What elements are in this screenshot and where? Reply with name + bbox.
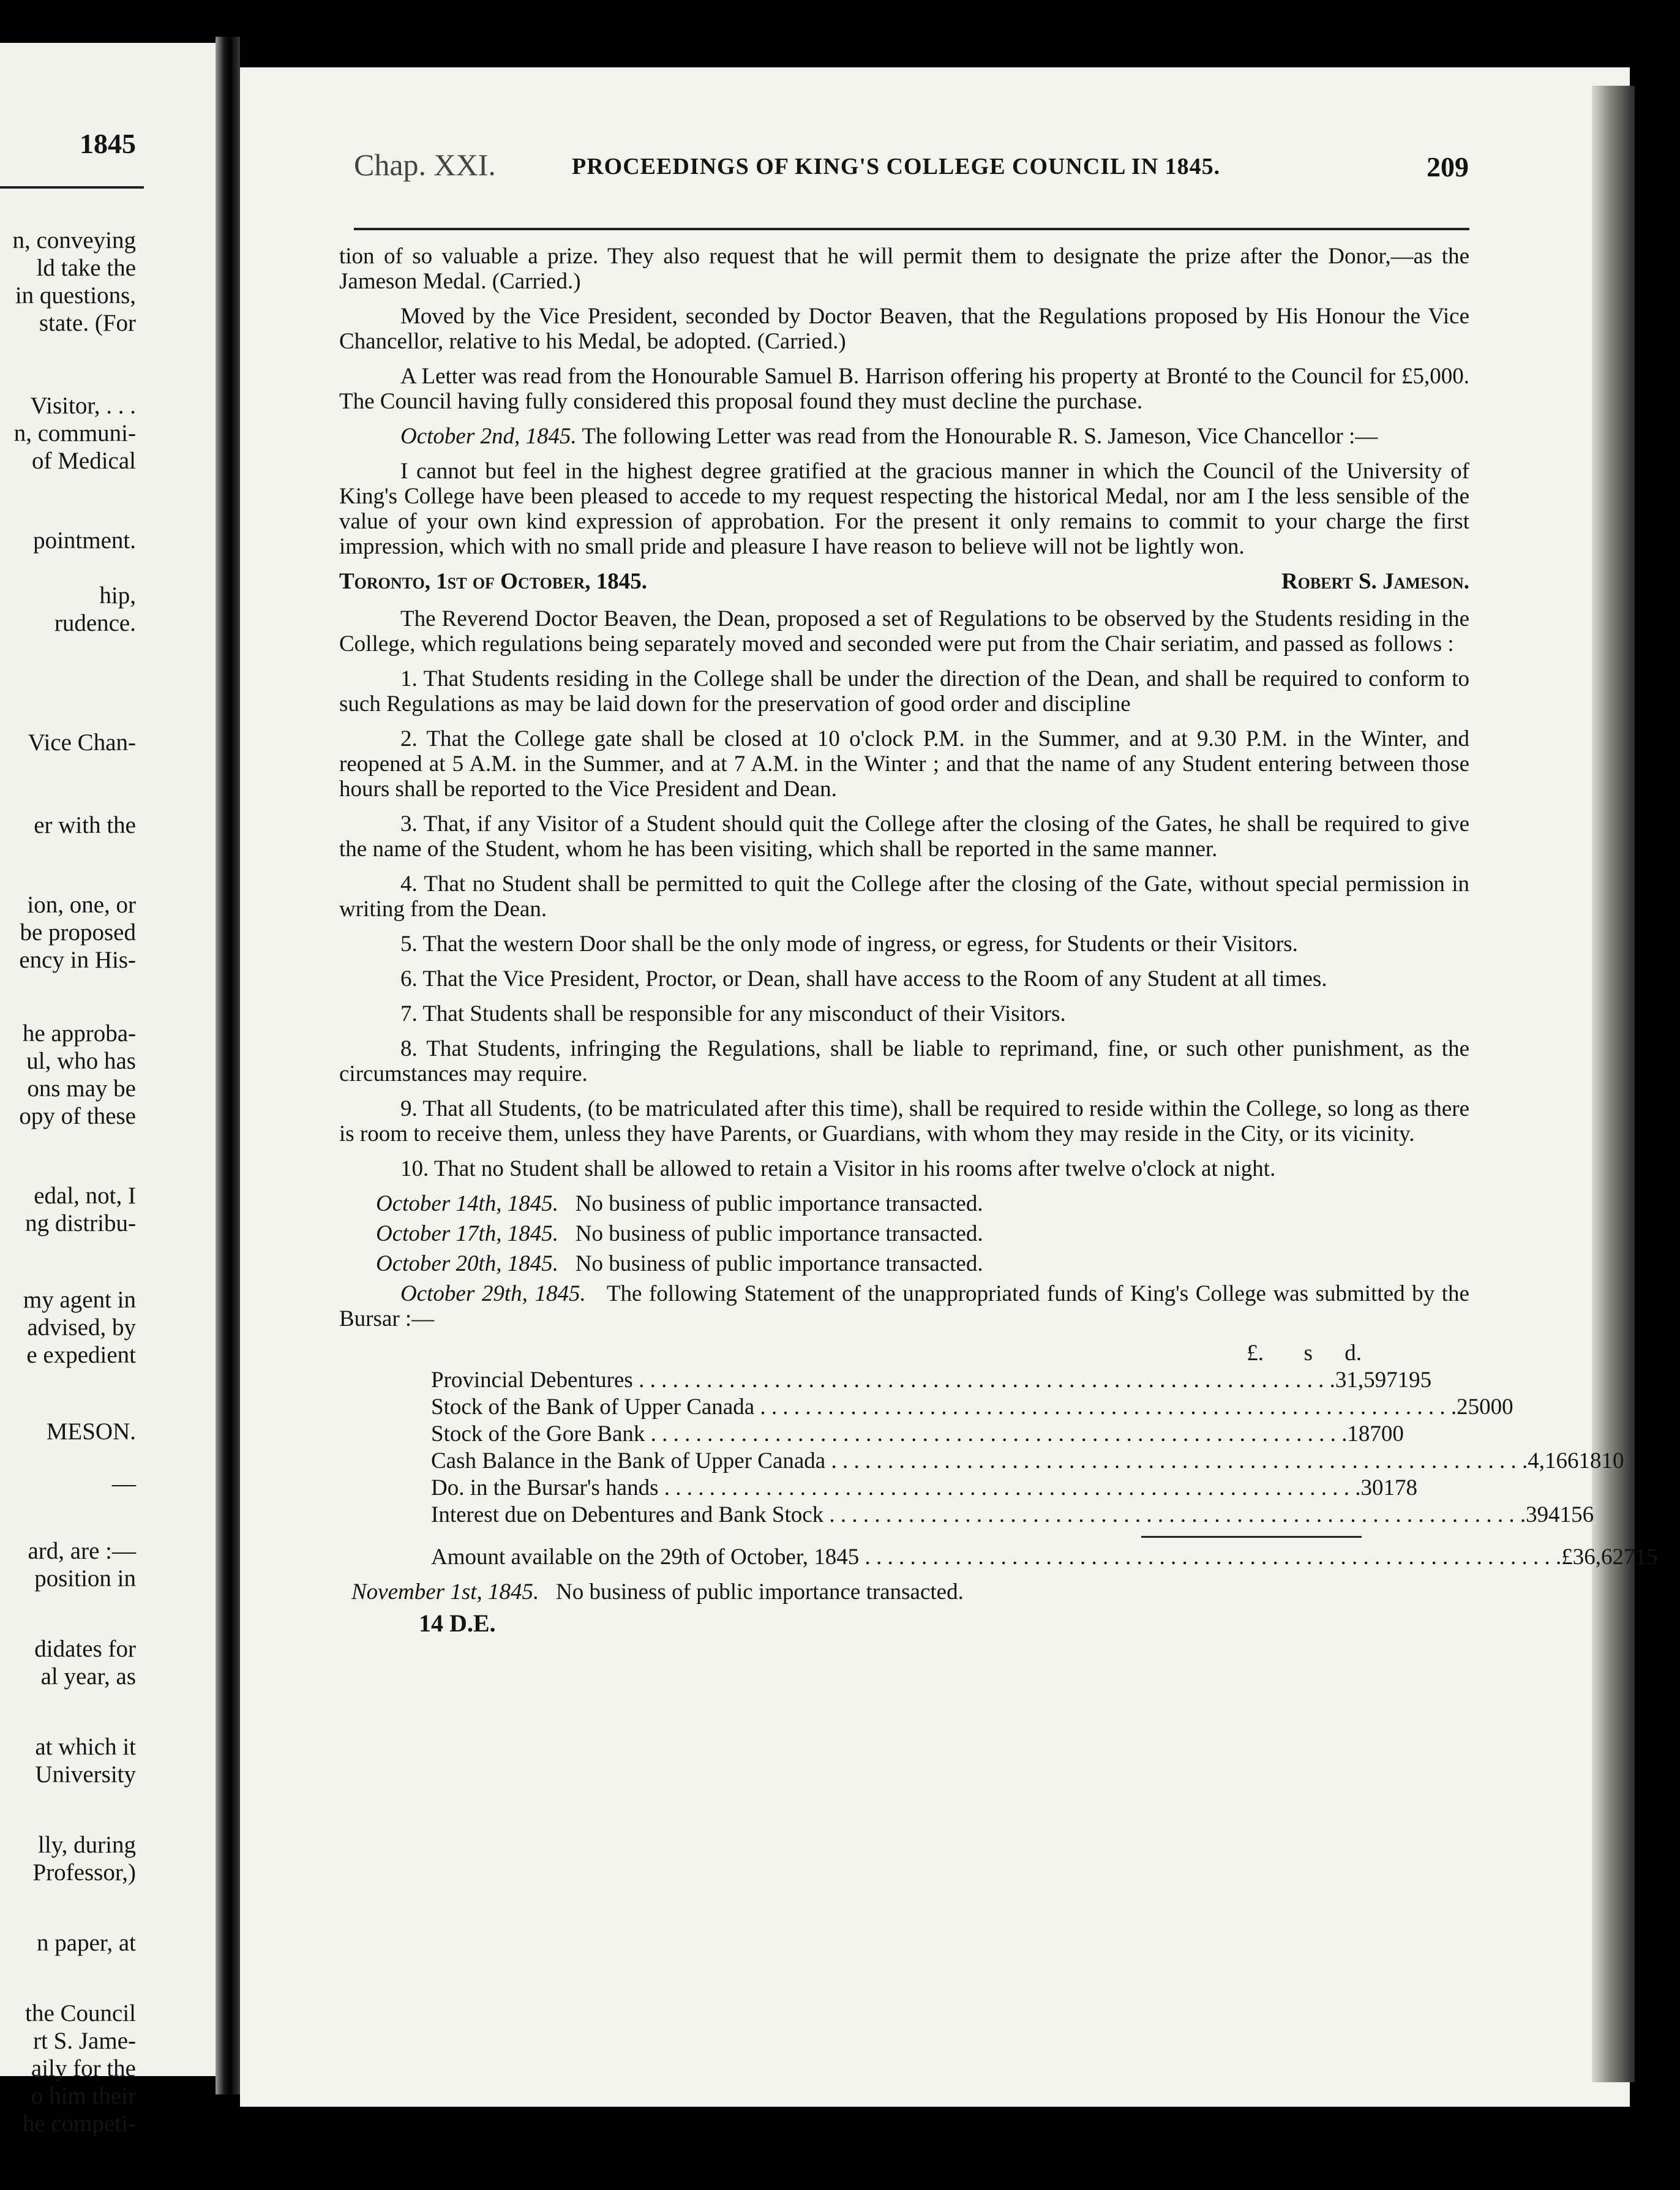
previous-page-line: er with the (34, 812, 136, 838)
previous-page-line: be proposed (20, 919, 136, 946)
fund-pence: 0 (1392, 1421, 1404, 1447)
funds-row (431, 1394, 1513, 1421)
previous-page-line: ency in His- (19, 947, 136, 973)
fund-shillings: 18 (1578, 1448, 1602, 1473)
entry-text: No business of public importance transacted. (575, 1251, 983, 1276)
paragraph: The Reverend Doctor Beaven, the Dean, proposed a set of Regulations to be observed by the Students residing in the College, which regulations being separately moved and seconded were put from the Chair seriatim, and passed as follows : (339, 606, 1469, 657)
entry-date: October 20th, 1845. (376, 1251, 559, 1276)
previous-page-line: lly, during (38, 1832, 136, 1858)
previous-page-line: ld take the (36, 255, 136, 281)
regulations-list (339, 666, 1469, 1181)
pounds-header: £. (1247, 1341, 1264, 1366)
previous-page-line: MESON. (46, 1418, 136, 1445)
previous-page-line: — (112, 1470, 136, 1497)
regulation-item: 9. That all Students, (to be matriculated after this time), shall be required to reside within the College, so long as there is room to receive them, unless they have Parents, or Guardians, with whom they may reside in the City, or its vicinity. (339, 1096, 1469, 1146)
entry-text: No business of public importance transacted. (575, 1191, 983, 1216)
previous-page-line: n, conveying (12, 227, 136, 254)
entry-text: The following Letter was read from the Honourable R. S. Jameson, Vice Chancellor :— (582, 424, 1378, 449)
fund-pence: 5 (1420, 1368, 1432, 1393)
shillings-header: s (1303, 1341, 1313, 1366)
paragraph: A Letter was read from the Honourable Samuel B. Harrison offering his property at Bronté to the Council for £5,000. The Council having fully considered this proposal found they must decline the purchase. (339, 364, 1469, 414)
total-shillings: 1 (1635, 1545, 1647, 1570)
previous-page-line: state. (For (39, 310, 136, 336)
fund-item: Provincial Debentures . . . (431, 1367, 1335, 1394)
previous-page-line: at which it (35, 1734, 136, 1760)
running-title: PROCEEDINGS OF KING'S COLLEGE COUNCIL IN 1845. (572, 154, 1221, 179)
previous-page-line: the Council (25, 2000, 136, 2026)
running-header (354, 147, 1469, 190)
minute-entry (376, 1221, 1469, 1246)
previous-page-header: 1845 (80, 128, 136, 159)
header-rule (354, 228, 1469, 230)
fund-item: Stock of the Gore Bank . . . (431, 1421, 1347, 1448)
previous-page-line: he approba- (22, 1020, 136, 1047)
paragraph: Moved by the Vice President, seconded by Doctor Beaven, that the Regulations proposed by His Honour the Vice Chancellor, relative to his Medal, be adopted. (Carried.) (339, 304, 1469, 354)
fund-pence: 8 (1406, 1475, 1417, 1500)
regulation-item: 2. That the College gate shall be closed at 10 o'clock P.M. in the Summer, and at 9.30 P.M. in the Winter, and reopened at 5 A.M. in the Summer, and at 7 A.M. in the Winter ; and that the name of any Student entering between those hours shall be reported to the Vice President and Dean. (339, 726, 1469, 802)
previous-page-line: he competi- (22, 2110, 136, 2137)
previous-page-line: position in (34, 1565, 136, 1592)
previous-page-line: Professor,) (32, 1859, 136, 1886)
letter-text: I cannot but feel in the highest degree gratified at the gracious manner in which the Council of the University of King's College have been pleased to accede to my request respecting the historical Medal, nor am I the less sensible of the value of your own kind expression of approbation. For the present it only remains to commit to your charge the first impression, which with no small pride and pleasure I have reason to believe will not be lightly won. (339, 459, 1469, 559)
paragraph (339, 424, 1469, 449)
funds-header-row (431, 1340, 1362, 1367)
fund-item: Cash Balance in the Bank of Upper Canada . . . (431, 1448, 1528, 1475)
fund-shillings: 0 (1381, 1421, 1393, 1447)
regulation-item: 8. That Students, infringing the Regulations, shall be liable to reprimand, fine, or such other punishment, as the circumstances may require. (339, 1036, 1469, 1086)
fund-item: Interest due on Debentures and Bank Stock . . . (431, 1502, 1526, 1529)
funds-row (431, 1475, 1417, 1502)
regulation-item: 1. That Students residing in the College shall be under the direction of the Dean, and shall be required to conform to such Regulations as may be laid down for the preservation of good order and discipline (339, 666, 1469, 717)
total-pounds: £36,627 (1561, 1545, 1635, 1570)
fund-pounds: 394 (1526, 1502, 1560, 1527)
entry-text: No business of public importance transacted. (575, 1221, 983, 1246)
minute-entry (376, 1191, 1469, 1216)
letter-signature (339, 569, 1469, 594)
previous-page-line: o him their (31, 2083, 136, 2109)
funds-total-row (431, 1544, 1658, 1571)
fund-pounds: 30 (1360, 1475, 1384, 1500)
entry-date: October 14th, 1845. (376, 1191, 559, 1216)
previous-page-line: pointment. (33, 527, 136, 554)
fund-pence: 6 (1582, 1502, 1594, 1527)
previous-page-line: edal, not, I (34, 1183, 136, 1209)
entry-text: No business of public importance transacted. (556, 1579, 964, 1605)
previous-page-line: ons may be (27, 1075, 136, 1102)
signature-place: Toronto, 1st of October, 1845. (339, 569, 648, 594)
previous-page-line: my agent in (23, 1287, 136, 1313)
paragraph: tion of so valuable a prize. They also request that he will permit them to designate the prize after the Donor,—as the Jameson Medal. (Carried.) (339, 244, 1469, 294)
entry-date: October 2nd, 1845. (400, 424, 577, 449)
total-item: Amount available on the 29th of October, 1845 . . . (431, 1544, 1561, 1571)
total-pence: 5 (1646, 1545, 1658, 1570)
printer-signature-mark: 14 D.E. (419, 1609, 496, 1637)
fund-pence: 0 (1502, 1394, 1513, 1420)
previous-page-line: ul, who has (26, 1048, 136, 1074)
regulation-item: 6. That the Vice President, Proctor, or Dean, shall have access to the Room of any Student at all times. (400, 966, 1327, 992)
fund-item: Stock of the Bank of Upper Canada . . . (431, 1394, 1457, 1421)
previous-page-line: rudence. (54, 610, 136, 636)
pence-header: d. (1344, 1341, 1362, 1366)
funds-row (431, 1421, 1404, 1448)
regulation-item: 7. That Students shall be responsible for any misconduct of their Visitors. (400, 1001, 1066, 1026)
entry-date: October 17th, 1845. (376, 1221, 559, 1246)
previous-page-line: al year, as (40, 1663, 136, 1690)
fund-shillings: 15 (1559, 1502, 1583, 1527)
minute-entry (351, 1579, 1469, 1605)
fund-pounds: 250 (1457, 1394, 1491, 1420)
previous-page-line: opy of these (19, 1103, 136, 1129)
fund-pounds: 4,166 (1528, 1448, 1579, 1473)
previous-page-line: Visitor, . . . (30, 393, 136, 419)
minute-entry (339, 1281, 1469, 1331)
minute-entry (376, 1251, 1469, 1276)
entry-date: November 1st, 1845. (351, 1579, 539, 1605)
previous-page-line: aily for the (31, 2055, 136, 2082)
funds-row (431, 1448, 1624, 1475)
previous-page-line: ion, one, or (27, 892, 136, 918)
previous-page-line: n paper, at (37, 1930, 136, 1956)
previous-page-line: n, communi- (13, 420, 136, 446)
sum-rule (1141, 1536, 1362, 1544)
fund-pounds: 31,597 (1335, 1368, 1398, 1393)
previous-page-line: of Medical (31, 448, 136, 474)
previous-page-line: e expedient (26, 1342, 136, 1368)
previous-page-line: rt S. Jame- (33, 2028, 136, 2054)
previous-page-line: ard, are :— (28, 1538, 136, 1564)
signature-name: Robert S. Jameson. (1281, 569, 1469, 594)
previous-page-line: didates for (34, 1636, 136, 1662)
fund-pence: 10 (1601, 1448, 1624, 1473)
regulation-item: 3. That, if any Visitor of a Student should quit the College after the closing of the Gates, he shall be required to give the name of the Student, whom he has been visiting, which shall be reported in the same manner. (339, 811, 1469, 862)
previous-page (0, 43, 220, 2137)
page-body (339, 244, 1658, 1637)
chapter-label: Chap. XXI. (354, 148, 496, 182)
fund-shillings: 0 (1490, 1394, 1502, 1420)
entry-date: October 29th, 1845. (400, 1281, 586, 1306)
funds-row (431, 1502, 1594, 1529)
book-gutter (216, 37, 240, 2094)
page-number: 209 (1427, 151, 1469, 182)
fund-pounds: 187 (1347, 1421, 1381, 1447)
previous-page-line: advised, by (27, 1314, 136, 1341)
fund-shillings: 19 (1397, 1368, 1420, 1393)
previous-page-line: University (35, 1761, 136, 1788)
fund-item: Do. in the Bursar's hands . . . (431, 1475, 1360, 1502)
previous-page-line: hip, (99, 582, 136, 609)
regulation-item: 4. That no Student shall be permitted to quit the College after the closing of the Gate, without special permission in writing from the Dean. (339, 871, 1469, 922)
funds-row (431, 1367, 1432, 1394)
regulation-item: 5. That the western Door shall be the only mode of ingress, or egress, for Students or their Visitors. (400, 931, 1298, 957)
page-edge (1592, 86, 1635, 2082)
previous-page-line: Vice Chan- (28, 729, 136, 756)
previous-page-rule (0, 186, 144, 189)
previous-page-line: ng distribu- (25, 1210, 136, 1236)
entry-text: The following Statement of the unappropriated funds of King's College was submitted by the Bursar :— (339, 1281, 1469, 1331)
previous-page-line: in questions, (15, 282, 136, 309)
funds-statement (431, 1340, 1658, 1571)
regulation-item: 10. That no Student shall be allowed to retain a Visitor in his rooms after twelve o'clock at night. (400, 1156, 1276, 1181)
fund-shillings: 17 (1383, 1475, 1406, 1500)
